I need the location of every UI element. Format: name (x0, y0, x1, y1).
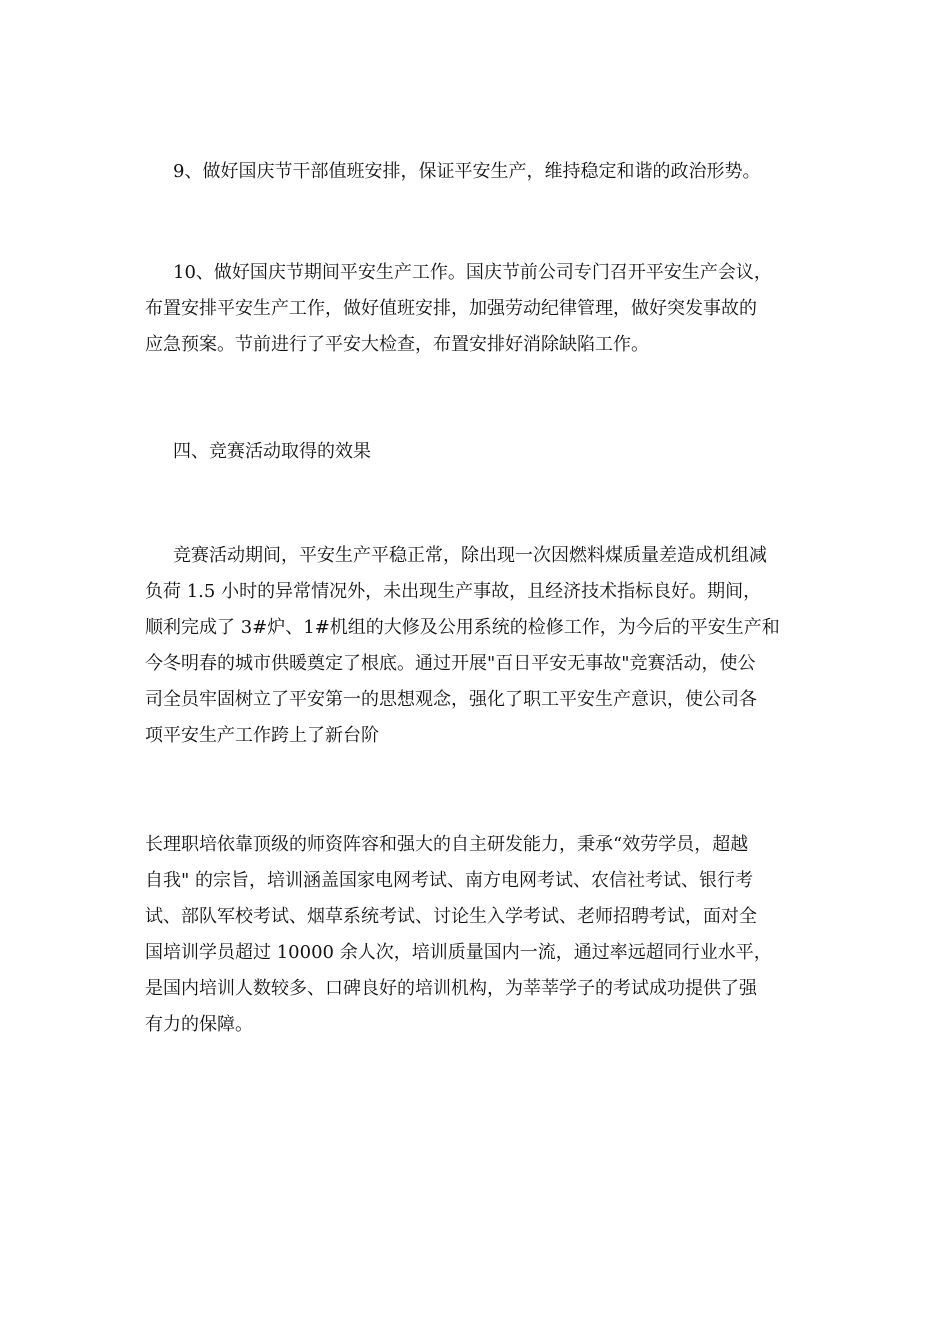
paragraph-line: 应急预案。节前进行了平安大检查，布置安排好消除缺陷工作。 (145, 334, 649, 355)
paragraph-line: 司全员牢固树立了平安第一的思想观念，强化了职工平安生产意识，使公司各 (145, 689, 757, 710)
paragraph-line: 今冬明春的城市供暖奠定了根底。通过开展"百日平安无事故"竞赛活动，使公 (145, 653, 756, 674)
paragraph-item-10 (145, 255, 810, 363)
paragraph-line: 负荷 1.5 小时的异常情况外，未出现生产事故，且经济技术指标良好。期间， (145, 581, 762, 602)
paragraph-line: 是国内培训人数较多、口碑良好的培训机构，为莘莘学子的考试成功提供了强 (145, 978, 757, 999)
paragraph-line: 自我" 的宗旨，培训涵盖国家电网考试、南方电网考试、农信社考试、银行考 (145, 870, 753, 891)
paragraph-line: 10、做好国庆节期间平安生产工作。国庆节前公司专门召开平安生产会议， (173, 262, 772, 283)
paragraph-line: 长理职培依靠顶级的师资阵容和强大的自主研发能力，秉承“效劳学员，超越 (145, 834, 749, 855)
section-heading (145, 434, 810, 470)
paragraph-line: 国培训学员超过 10000 余人次，培训质量国内一流，通过率远超同行业水平， (145, 942, 772, 963)
paragraph-line: 竞赛活动期间，平安生产平稳正常，除出现一次因燃料煤质量差造成机组减 (173, 545, 767, 566)
paragraph-line: 布置安排平安生产工作，做好值班安排，加强劳动纪律管理，做好突发事故的 (145, 298, 757, 319)
section-heading-text: 四、竞赛活动取得的效果 (173, 441, 371, 462)
paragraph-line: 9、做好国庆节干部值班安排，保证平安生产，维持稳定和谐的政治形势。 (173, 161, 761, 182)
paragraph-promo (145, 827, 810, 1043)
paragraph-item-9 (145, 154, 810, 190)
paragraph-line: 项平安生产工作跨上了新台阶 (145, 725, 379, 746)
paragraph-results (145, 538, 810, 754)
paragraph-line: 有力的保障。 (145, 1014, 253, 1035)
paragraph-line: 顺利完成了 3#炉、1#机组的大修及公用系统的检修工作，为今后的平安生产和 (145, 617, 780, 638)
paragraph-line: 试、部队军校考试、烟草系统考试、讨论生入学考试、老师招聘考试，面对全 (145, 906, 757, 927)
